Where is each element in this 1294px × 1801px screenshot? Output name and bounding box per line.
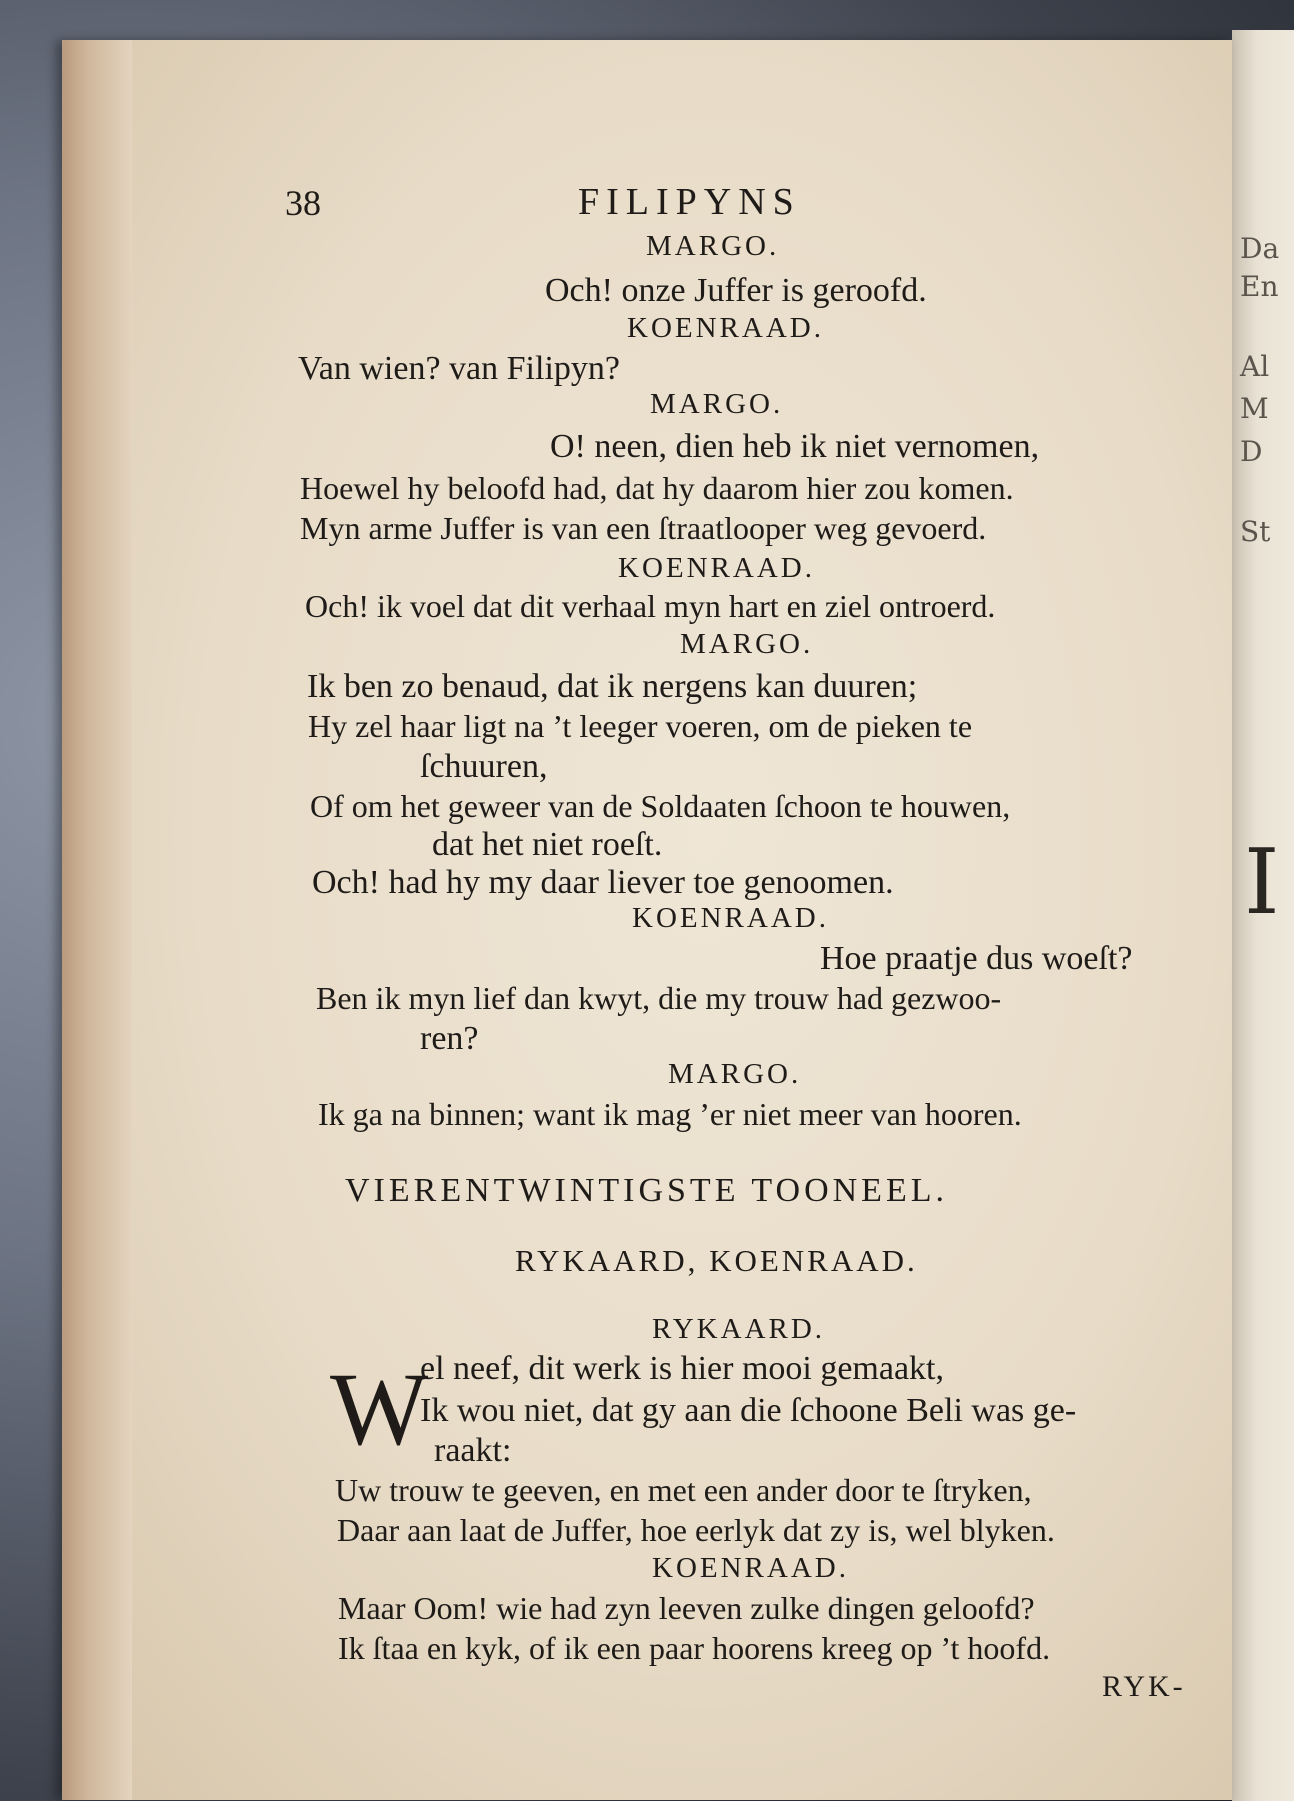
verse-line: Ik ſtaa en kyk, of ik een paar hoorens kreeg op ’t hoofd. bbox=[338, 1630, 1051, 1666]
verse-line: Hoewel hy beloofd had, dat hy daarom hier zou komen. bbox=[300, 470, 1014, 506]
facing-fragment: En bbox=[1240, 270, 1279, 303]
drop-capital: W bbox=[330, 1352, 429, 1467]
speaker-label: MARGO. bbox=[668, 1058, 802, 1090]
verse-line: Myn arme Juffer is van een ſtraatlooper weg gevoerd. bbox=[300, 510, 987, 546]
speaker-label: MARGO. bbox=[646, 230, 780, 262]
speaker-label: RYKAARD. bbox=[652, 1313, 826, 1345]
verse-line: Ik ben zo benaud, dat ik nergens kan duuren; bbox=[307, 668, 918, 705]
facing-fragment: Al bbox=[1240, 350, 1270, 383]
verse-line: Hy zel haar ligt na ’t leeger voeren, om de pieken te bbox=[308, 708, 973, 744]
page-gutter bbox=[62, 40, 132, 1800]
verse-line: Ben ik myn lief dan kwyt, die my trouw had gezwoo- bbox=[316, 980, 1002, 1016]
facing-fragment: M bbox=[1240, 392, 1269, 425]
facing-fragment: St bbox=[1240, 515, 1271, 548]
verse-line: el neef, dit werk is hier mooi gemaakt, bbox=[420, 1350, 944, 1387]
speaker-label: KOENRAAD. bbox=[618, 552, 815, 584]
verse-line: Och! onze Juffer is geroofd. bbox=[545, 272, 927, 309]
verse-line: O! neen, dien heb ik niet vernomen, bbox=[550, 428, 1040, 465]
verse-line: Och! ik voel dat dit verhaal myn hart en ziel ontroerd. bbox=[305, 588, 996, 624]
verse-line: ren? bbox=[420, 1020, 479, 1057]
catchword: RYK- bbox=[1102, 1670, 1186, 1703]
verse-line: Daar aan laat de Juffer, hoe eerlyk dat zy is, wel blyken. bbox=[337, 1512, 1055, 1548]
speaker-label: MARGO. bbox=[650, 388, 784, 420]
verse-line: raakt: bbox=[434, 1432, 512, 1469]
verse-line: Uw trouw te geeven, en met een ander door te ſtryken, bbox=[335, 1472, 1032, 1508]
facing-fragment: I bbox=[1244, 830, 1280, 935]
verse-line: Van wien? van Filipyn? bbox=[298, 350, 620, 387]
verse-line: ſchuuren, bbox=[420, 748, 548, 785]
scene-persons: RYKAARD, KOENRAAD. bbox=[515, 1243, 918, 1278]
running-title: FILIPYNS bbox=[578, 181, 801, 223]
speaker-label: KOENRAAD. bbox=[652, 1552, 849, 1584]
speaker-label: MARGO. bbox=[680, 628, 814, 660]
facing-fragment: Da bbox=[1240, 232, 1280, 265]
verse-line: Ik wou niet, dat gy aan die ſchoone Beli was ge- bbox=[420, 1392, 1077, 1429]
verse-line: Och! had hy my daar liever toe genoomen. bbox=[312, 864, 894, 901]
verse-line: Ik ga na binnen; want ik mag ’er niet meer van hooren. bbox=[318, 1096, 1022, 1132]
facing-fragment: D bbox=[1240, 435, 1263, 468]
verse-line: Maar Oom! wie had zyn leeven zulke dingen geloofd? bbox=[338, 1590, 1035, 1626]
speaker-label: KOENRAAD. bbox=[632, 902, 829, 934]
speaker-label: KOENRAAD. bbox=[627, 312, 824, 344]
scene-title: VIERENTWINTIGSTE TOONEEL. bbox=[345, 1172, 948, 1209]
verse-line: dat het niet roeſt. bbox=[432, 826, 663, 863]
verse-line: Of om het geweer van de Soldaaten ſchoon te houwen, bbox=[310, 788, 1011, 824]
verse-line: Hoe praatje dus woeſt? bbox=[820, 940, 1133, 977]
page-number: 38 bbox=[285, 183, 321, 223]
